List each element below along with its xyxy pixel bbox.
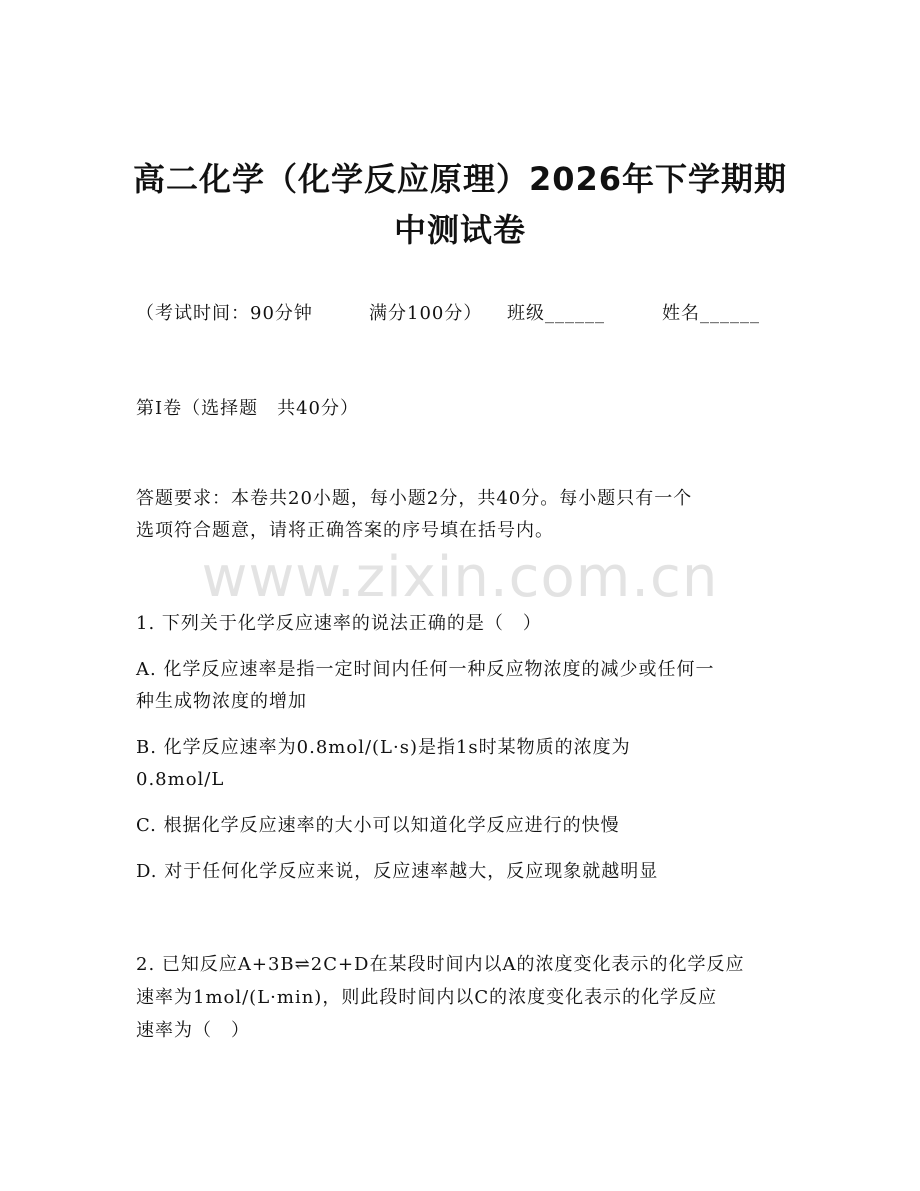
question-1-option-a-line-1: A. 化学反应速率是指一定时间内任何一种反应物浓度的减少或任何一 [136, 659, 715, 680]
section-title: 第Ⅰ卷（选择题 共40分） [136, 398, 360, 419]
instructions-line-1: 答题要求：本卷共20小题，每小题2分，共40分。每小题只有一个 [136, 488, 693, 509]
question-2-stem-line-2: 速率为1mol/(L·min)，则此段时间内以C的浓度变化表示的化学反应 [136, 987, 718, 1008]
question-1-option-c: C. 根据化学反应速率的大小可以知道化学反应进行的快慢 [136, 815, 620, 836]
exam-time: （考试时间：90分钟 [136, 303, 313, 324]
exam-info-row [136, 297, 796, 330]
full-score: 满分100分） [369, 303, 483, 324]
instructions-line-2: 选项符合题意，请将正确答案的序号填在括号内。 [136, 520, 554, 541]
question-2-stem-line-1: 2. 已知反应A+3B⇌2C+D在某段时间内以A的浓度变化表示的化学反应 [136, 954, 745, 975]
name-field: 姓名______ [662, 303, 760, 324]
question-1-stem: 1. 下列关于化学反应速率的说法正确的是（ ） [136, 613, 542, 634]
exam-title-line1: 高二化学（化学反应原理）2026年下学期期 [132, 160, 788, 198]
question-1-option-d: D. 对于任何化学反应来说，反应速率越大，反应现象就越明显 [136, 861, 659, 882]
question-1-option-b-line-2: 0.8mol/L [136, 769, 225, 790]
question-1-option-a-line-2: 种生成物浓度的增加 [136, 691, 307, 712]
exam-title-line2: 中测试卷 [393, 211, 526, 249]
question-1-option-b-line-1: B. 化学反应速率为0.8mol/(L·s)是指1s时某物质的浓度为 [136, 737, 631, 758]
question-2-stem-line-3: 速率为（ ） [136, 1020, 250, 1041]
class-field: 班级______ [507, 303, 605, 324]
watermark: www.zixin.com.cn [201, 545, 719, 610]
